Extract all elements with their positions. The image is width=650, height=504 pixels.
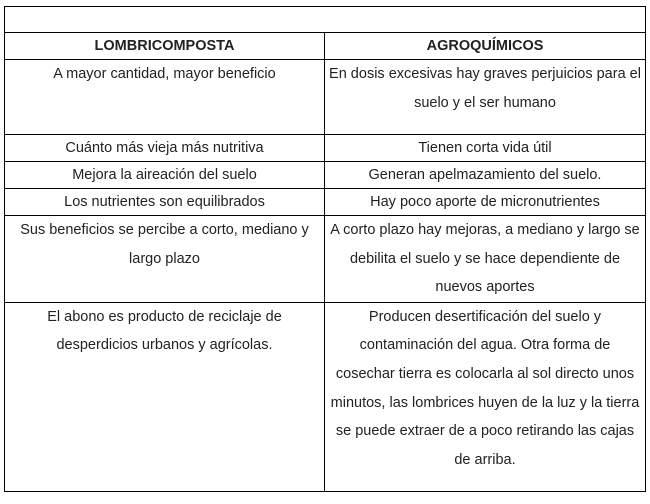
table-title-cell — [5, 7, 646, 33]
table-row — [5, 135, 646, 162]
cell-agroquimicos: Producen desertificación del suelo y contaminación del agua. Otra forma de cosechar tierra es colocarla al sol directo unos minutos, las lombrices huyen de la luz y la tierra se puede extraer de a poco retirando las cajas de arriba. — [325, 302, 646, 491]
cell-lombricomposta: Los nutrientes son equilibrados — [5, 189, 325, 216]
cell-agroquimicos: En dosis excesivas hay graves perjuicios para el suelo y el ser humano — [325, 60, 646, 135]
cell-lombricomposta: Cuánto más vieja más nutritiva — [5, 135, 325, 162]
table-row — [5, 189, 646, 216]
table-row — [5, 216, 646, 303]
cell-agroquimicos: Hay poco aporte de micronutrientes — [325, 189, 646, 216]
cell-agroquimicos: Tienen corta vida útil — [325, 135, 646, 162]
table-title-row — [5, 7, 646, 33]
table-row — [5, 302, 646, 491]
table-header-row — [5, 33, 646, 60]
cell-agroquimicos: A corto plazo hay mejoras, a mediano y largo se debilita el suelo y se hace dependiente de nuevos aportes — [325, 216, 646, 303]
cell-lombricomposta: Sus beneficios se percibe a corto, mediano y largo plazo — [5, 216, 325, 303]
header-lombricomposta: LOMBRICOMPOSTA — [5, 33, 325, 60]
table-row — [5, 162, 646, 189]
table-row — [5, 60, 646, 135]
cell-lombricomposta: A mayor cantidad, mayor beneficio — [5, 60, 325, 135]
header-agroquimicos: AGROQUÍMICOS — [325, 33, 646, 60]
cell-lombricomposta: Mejora la aireación del suelo — [5, 162, 325, 189]
cell-lombricomposta: El abono es producto de reciclaje de desperdicios urbanos y agrícolas. — [5, 302, 325, 491]
cell-agroquimicos: Generan apelmazamiento del suelo. — [325, 162, 646, 189]
comparison-table — [4, 6, 646, 492]
